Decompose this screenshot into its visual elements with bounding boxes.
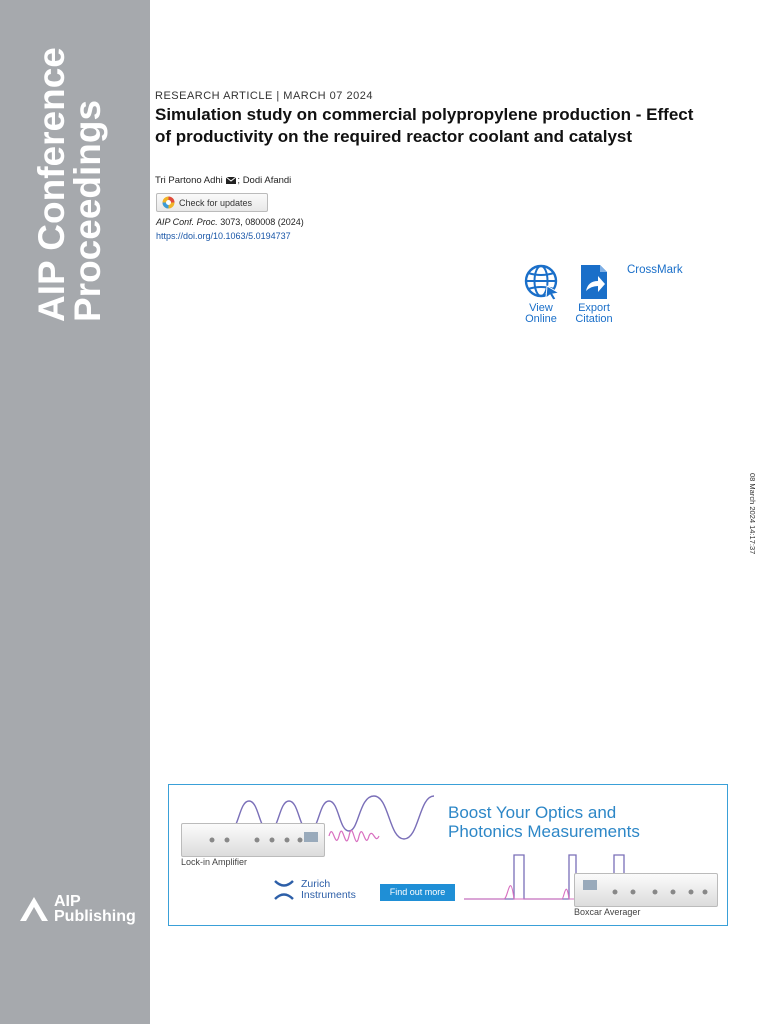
article-meta: RESEARCH ARTICLE | MARCH 07 2024 xyxy=(155,90,373,102)
lock-in-amplifier-device xyxy=(181,823,325,857)
article-title[interactable]: Simulation study on commercial polypropylene production - Effect of productivity on the required reactor coolant and catalyst xyxy=(155,105,694,146)
export-icon xyxy=(579,264,609,300)
author-link[interactable]: Tri Partono Adhi xyxy=(155,175,223,186)
check-updates-icon xyxy=(162,196,175,209)
journal-title-line1: AIP Conference xyxy=(31,47,72,322)
zurich-logo-icon xyxy=(273,879,295,901)
aip-publishing-logo-icon xyxy=(18,895,50,923)
zurich-instruments-logo[interactable] xyxy=(273,879,356,901)
doi-link[interactable]: https://doi.org/10.1063/5.0194737 xyxy=(156,231,291,241)
device-controls-icon xyxy=(575,874,717,906)
sidebar xyxy=(0,0,150,1024)
crossmark-link[interactable]: CrossMark xyxy=(627,264,683,276)
export-citation-button[interactable] xyxy=(570,264,618,325)
author-link[interactable]: ; Dodi Afandi xyxy=(237,175,292,186)
citation-journal: AIP Conf. Proc. xyxy=(156,217,218,227)
lock-in-amplifier-label: Lock-in Amplifier xyxy=(181,857,248,867)
find-out-more-button[interactable]: Find out more xyxy=(380,884,455,901)
ad-headline xyxy=(448,803,640,841)
publisher-line2: Publishing xyxy=(54,908,136,925)
check-updates-button[interactable] xyxy=(156,193,268,212)
zurich-line2: Instruments xyxy=(301,889,356,901)
device-controls-icon xyxy=(182,824,324,856)
boxcar-averager-label: Boxcar Averager xyxy=(574,907,641,917)
download-date: 08 March 2024 14:17:37 xyxy=(748,473,757,555)
advertisement-banner[interactable] xyxy=(168,784,728,926)
view-online-button[interactable] xyxy=(520,264,562,325)
mail-icon[interactable] xyxy=(226,177,236,184)
journal-title[interactable] xyxy=(31,47,108,322)
export-citation-line1: Export xyxy=(578,302,610,314)
author-list xyxy=(155,175,291,186)
view-online-line2: Online xyxy=(525,313,557,325)
publisher-line1: AIP xyxy=(54,893,81,910)
zurich-line1: Zurich xyxy=(301,878,331,890)
ad-headline-line1: Boost Your Optics and xyxy=(448,803,617,822)
boxcar-averager-device xyxy=(574,873,718,907)
citation xyxy=(156,217,304,227)
aip-publishing-logo[interactable] xyxy=(18,894,136,924)
export-citation-line2: Citation xyxy=(575,313,613,325)
check-updates-label: Check for updates xyxy=(179,197,253,208)
view-online-line1: View xyxy=(529,302,553,314)
ad-headline-line2: Photonics Measurements xyxy=(448,822,640,841)
journal-title-line2: Proceedings xyxy=(67,99,108,322)
globe-icon xyxy=(522,264,560,300)
citation-details: 3073, 080008 (2024) xyxy=(217,217,304,227)
